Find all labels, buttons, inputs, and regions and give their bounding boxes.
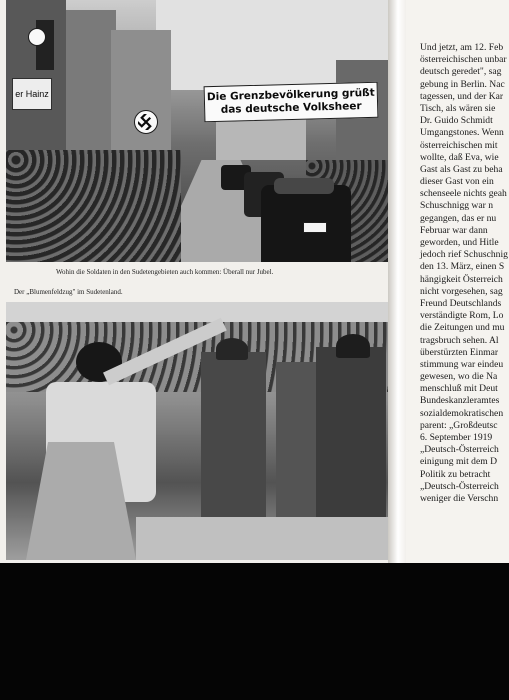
text-line: menschluß mit Deut <box>420 383 498 395</box>
swastika-flag-icon <box>134 110 158 134</box>
text-line: Freund Deutschlands <box>420 297 502 309</box>
photo-street-parade <box>6 0 388 262</box>
text-line: Bundeskanzleramtes <box>420 395 500 407</box>
text-line: parent: „Großdeutsc <box>420 419 498 431</box>
welcome-banner <box>204 82 379 123</box>
text-line: Dr. Guido Schmidt <box>420 115 493 127</box>
text-line: gegangen, das er nu <box>420 212 497 224</box>
text-line: Und jetzt, am 12. Feb <box>420 42 504 53</box>
text-line: verständigte Rom, Lo <box>420 310 504 322</box>
text-line: einigung mit dem D <box>420 456 498 468</box>
photo-soldiers-greeted <box>6 302 388 560</box>
text-line: die Zeitungen und mu <box>420 322 505 334</box>
text-line: weniger die Verschn <box>420 492 499 504</box>
shop-sign <box>12 78 52 110</box>
text-line: Februar war dann <box>420 224 488 236</box>
text-line: Politik zu betracht <box>420 468 491 480</box>
text-line: österreichischen unbar <box>420 54 507 66</box>
text-line: dieser Gast von ein <box>420 176 494 188</box>
text-line: den 13. März, einen S <box>420 261 505 273</box>
text-line: österreichischen mit <box>420 139 498 151</box>
text-line: Gast als Gast zu beha <box>420 163 503 175</box>
caption-bottom-photo: Der „Blumenfeldzug" im Sudetenland. <box>14 288 123 296</box>
vehicle-plate <box>303 222 327 233</box>
caption-top-photo: Wohin die Soldaten in den Sudetengebieten auch kommen: Überall nur Jubel. <box>56 268 274 276</box>
text-line: überstürzten Einmar <box>420 346 499 358</box>
banner-line-2: das deutsche Volksheer <box>220 100 362 116</box>
body-text <box>420 42 508 505</box>
text-line: hängigkeit Österreich <box>420 273 503 285</box>
text-line: Tisch, als wären sie <box>420 102 496 114</box>
text-line: schenseele nichts geah <box>420 188 507 200</box>
text-line: jedoch rief Schuschnig <box>420 249 508 261</box>
text-line: 6. September 1919 <box>420 432 493 443</box>
text-line: tragsbruch sehen. Al <box>420 334 499 346</box>
banner-line-1: Die Grenzbevölkerung grüßt <box>206 86 375 104</box>
text-line: deutsch geredet", sag <box>420 66 502 78</box>
swastika-banner-icon <box>28 28 46 46</box>
shop-sign-text: er Hainz <box>15 89 49 99</box>
text-line: „Deutsch-Österreich <box>420 444 499 456</box>
text-line: stimmung war eindeu <box>420 358 504 370</box>
text-line: gebung in Berlin. Nac <box>420 78 505 90</box>
text-line: Schuschnigg war n <box>420 200 494 212</box>
scan-background <box>0 563 509 700</box>
text-line: geworden, und Hitle <box>420 237 499 248</box>
text-line: wollte, daß Eva, wie <box>420 151 499 163</box>
text-line: sozialdemokratischen <box>420 407 504 419</box>
text-line: nicht vorgesehen, sag <box>420 285 503 297</box>
text-line: tagessen, und der Kar <box>420 90 504 102</box>
text-line: Umgangstones. Wenn <box>420 127 504 139</box>
text-line: „Deutsch-Österreich <box>420 480 499 492</box>
text-line: gewesen, wo die Na <box>420 371 498 383</box>
right-page <box>406 0 509 563</box>
